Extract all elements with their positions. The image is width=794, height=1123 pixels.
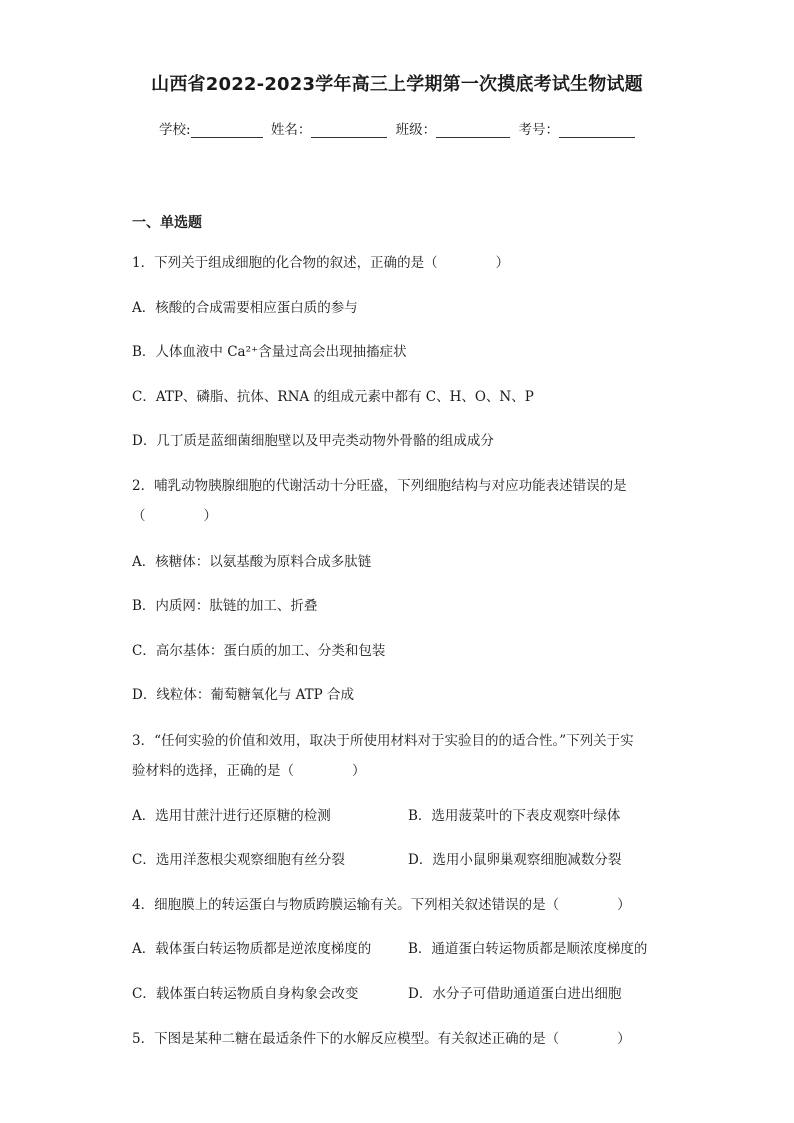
question-4-option-c: C．载体蛋白转运物质自身构象会改变 — [132, 986, 359, 1002]
question-2-option-c: C．高尔基体：蛋白质的加工、分类和包装 — [132, 643, 386, 659]
page-title: 山西省2022-2023学年高三上学期第一次摸底考试生物试题 — [151, 74, 643, 95]
question-4-stem: 4．细胞膜上的转运蛋白与物质跨膜运输有关。下列相关叙述错误的是（ ） — [132, 897, 631, 913]
question-1-option-c: C．ATP、磷脂、抗体、RNA 的组成元素中都有 C、H、O、N、P — [132, 389, 534, 405]
school-blank[interactable] — [191, 123, 263, 138]
question-2-stem: 2．哺乳动物胰腺细胞的代谢活动十分旺盛，下列细胞结构与对应功能表述错误的是 — [132, 478, 627, 494]
question-2-option-d: D．线粒体：葡萄糖氧化与 ATP 合成 — [132, 687, 355, 703]
exam-no-label: 考号： — [518, 122, 559, 138]
question-3-option-c: C．选用洋葱根尖观察细胞有丝分裂 — [132, 852, 345, 868]
student-info-row — [0, 118, 794, 138]
question-3-option-b: B．选用菠菜叶的下表皮观察叶绿体 — [408, 808, 621, 824]
question-1-option-b: B．人体血液中 Ca²⁺含量过高会出现抽搐症状 — [132, 344, 407, 360]
name-field — [271, 118, 388, 138]
name-label: 姓名： — [270, 122, 312, 138]
question-2-option-a: A．核糖体：以氨基酸为原料合成多肽链 — [132, 554, 372, 570]
exam-no-field — [518, 118, 635, 138]
question-3-stem: 3．“任何实验的价值和效用，取决于所使用材料对于实验目的的适合性。”下列关于实 — [132, 733, 634, 749]
question-5-stem: 5．下图是某种二糖在最适条件下的水解反应模型。有关叙述正确的是（ ） — [132, 1031, 631, 1047]
name-blank[interactable] — [311, 123, 387, 138]
question-3-option-a: A．选用甘蔗汁进行还原糖的检测 — [132, 808, 331, 824]
class-field — [396, 118, 511, 138]
question-4-option-a: A．载体蛋白转运物质都是逆浓度梯度的 — [132, 941, 372, 957]
question-2-stem-line2: （ ） — [132, 508, 217, 524]
exam-no-blank[interactable] — [559, 123, 635, 138]
school-field — [159, 118, 263, 138]
question-2-option-b: B．内质网：肽链的加工、折叠 — [132, 598, 318, 614]
class-blank[interactable] — [436, 123, 510, 138]
question-3-option-d: D．选用小鼠卵巢观察细胞减数分裂 — [408, 852, 622, 868]
question-3-stem-line2: 验材料的选择，正确的是（ ） — [132, 763, 366, 779]
question-1-option-a: A．核酸的合成需要相应蛋白质的参与 — [132, 300, 358, 316]
question-4-option-b: B．通道蛋白转运物质都是顺浓度梯度的 — [408, 941, 648, 957]
school-label: 学校: — [159, 122, 191, 138]
class-label: 班级： — [395, 122, 437, 138]
question-1-option-d: D．几丁质是蓝细菌细胞壁以及甲壳类动物外骨骼的组成成分 — [132, 433, 494, 449]
question-1-stem: 1．下列关于组成细胞的化合物的叙述，正确的是（ ） — [132, 255, 510, 271]
question-4-option-d: D．水分子可借助通道蛋白进出细胞 — [408, 986, 622, 1002]
section-title: 一、单选题 — [132, 215, 202, 231]
